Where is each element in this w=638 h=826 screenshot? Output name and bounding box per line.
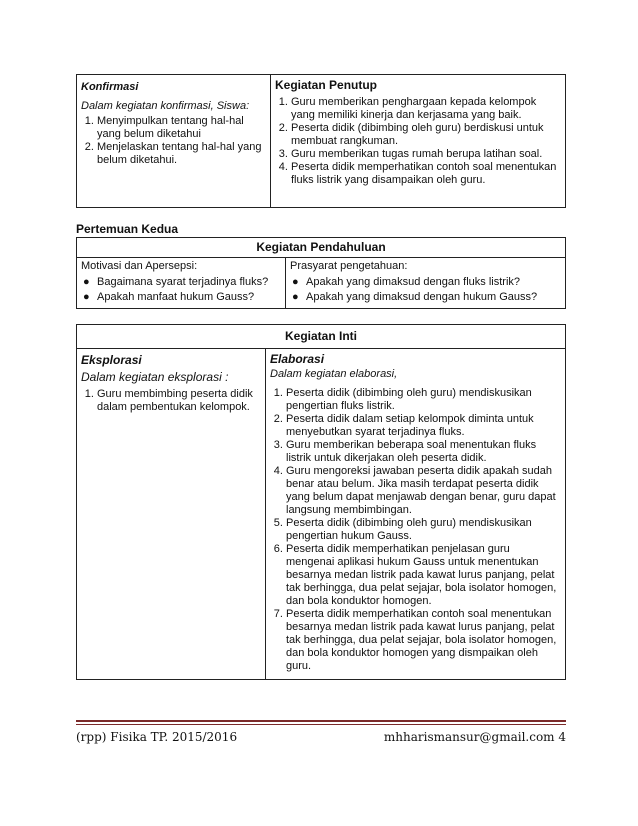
elaborasi-title: Elaborasi — [270, 352, 325, 366]
list-item: 7. Peserta didik memperhatikan contoh soal menentukan besarnya medan listrik pada kawat lurus panjang, pelat tak berhingga, dua pelat sejajar, bola isolator homogen, dan bola konduktor homogen yang dismpaikan oleh guru. — [286, 608, 561, 673]
eksplorasi-title: Eksplorasi — [81, 353, 142, 367]
penutup-cell — [271, 75, 566, 208]
list-item-text: Apakah manfaat hukum Gauss? — [97, 291, 255, 303]
list-item: 3. Guru memberikan tugas rumah berupa latihan soal. — [291, 148, 561, 161]
list-item: 2. Peserta didik (dibimbing oleh guru) berdiskusi untuk membuat rangkuman. — [291, 122, 561, 148]
konfirmasi-list — [81, 115, 266, 167]
list-item: 3. Guru memberikan beberapa soal menentukan fluks listrik untuk dikerjakan oleh peserta didik. — [286, 439, 561, 465]
list-item: 1. Guru memberikan penghargaan kepada kelompok yang memiliki kinerja dan kerjasama yang baik. — [291, 96, 561, 122]
prasyarat-cell — [286, 258, 566, 309]
eksplorasi-cell — [77, 349, 266, 680]
pendahuluan-table — [76, 237, 566, 309]
list-item: 2. Menjelaskan tentang hal-hal yang belum diketahui. — [97, 141, 266, 167]
list-item — [81, 291, 281, 304]
motivasi-list — [81, 276, 281, 304]
konfirmasi-cell — [77, 75, 271, 208]
elaborasi-intro: Dalam kegiatan elaborasi, — [270, 368, 398, 380]
bullet-icon: ● — [83, 276, 90, 288]
footer-email-page: mhharismansur@gmail.com 4 — [383, 730, 566, 744]
elaborasi-cell — [266, 349, 566, 680]
penutup-list — [275, 96, 561, 187]
motivasi-label: Motivasi dan Apersepsi: — [81, 260, 198, 272]
bullet-icon: ● — [292, 291, 299, 303]
footer-doc-title: (rpp) Fisika TP. 2015/2016 — [76, 730, 238, 744]
pendahuluan-header: Kegiatan Pendahuluan — [77, 238, 566, 258]
section-title: Pertemuan Kedua — [76, 222, 179, 236]
list-item: 1. Peserta didik (dibimbing oleh guru) mendiskusikan pengertian fluks listrik. — [286, 387, 561, 413]
list-item: 5. Peserta didik (dibimbing oleh guru) mendiskusikan pengertian hukum Gauss. — [286, 517, 561, 543]
list-item: 4. Peserta didik memperhatikan contoh soal menentukan fluks listrik yang disampaikan oleh guru. — [291, 161, 561, 187]
inti-table — [76, 324, 566, 680]
eksplorasi-intro: Dalam kegiatan eksplorasi : — [81, 370, 229, 384]
penutup-title: Kegiatan Penutup — [275, 78, 378, 92]
konfirmasi-title: Konfirmasi — [81, 81, 139, 93]
list-item-text: Bagaimana syarat terjadinya fluks? — [97, 276, 269, 288]
konfirmasi-intro: Dalam kegiatan konfirmasi, Siswa: — [81, 100, 250, 112]
motivasi-cell — [77, 258, 286, 309]
list-item: 4. Guru mengoreksi jawaban peserta didik apakah sudah benar atau belum. Jika masih terdapat peserta didik yang belum dapat menjawab dengan benar, guru dapat langsung membimbingan. — [286, 465, 561, 517]
list-item — [81, 276, 281, 289]
list-item: 1. Menyimpulkan tentang hal-hal yang belum diketahui — [97, 115, 266, 141]
page-footer — [76, 730, 566, 744]
list-item-text: Apakah yang dimaksud dengan fluks listrik? — [306, 276, 521, 288]
elaborasi-list — [270, 387, 561, 673]
prasyarat-label: Prasyarat pengetahuan: — [290, 260, 408, 272]
bullet-icon: ● — [83, 291, 90, 303]
list-item — [290, 291, 561, 304]
list-item: 6. Peserta didik memperhatikan penjelasan guru mengenai aplikasi hukum Gauss untuk menentukan besarnya medan listrik pada kawat lurus panjang, pelat tak berhingga, dua pelat sejajar, bola isolator homogen, dan bola konduktor homogen. — [286, 543, 561, 608]
footer-divider — [76, 720, 566, 722]
list-item — [290, 276, 561, 289]
konfirmasi-penutup-table — [76, 74, 566, 208]
list-item: 2. Peserta didik dalam setiap kelompok diminta untuk menyebutkan syarat terjadinya fluks. — [286, 413, 561, 439]
eksplorasi-list — [81, 388, 261, 414]
prasyarat-list — [290, 276, 561, 304]
bullet-icon: ● — [292, 276, 299, 288]
list-item-text: Apakah yang dimaksud dengan hukum Gauss? — [306, 291, 538, 303]
footer-divider-thin — [76, 724, 566, 725]
list-item: 1. Guru membimbing peserta didik dalam pembentukan kelompok. — [97, 388, 261, 414]
inti-header: Kegiatan Inti — [77, 325, 566, 349]
